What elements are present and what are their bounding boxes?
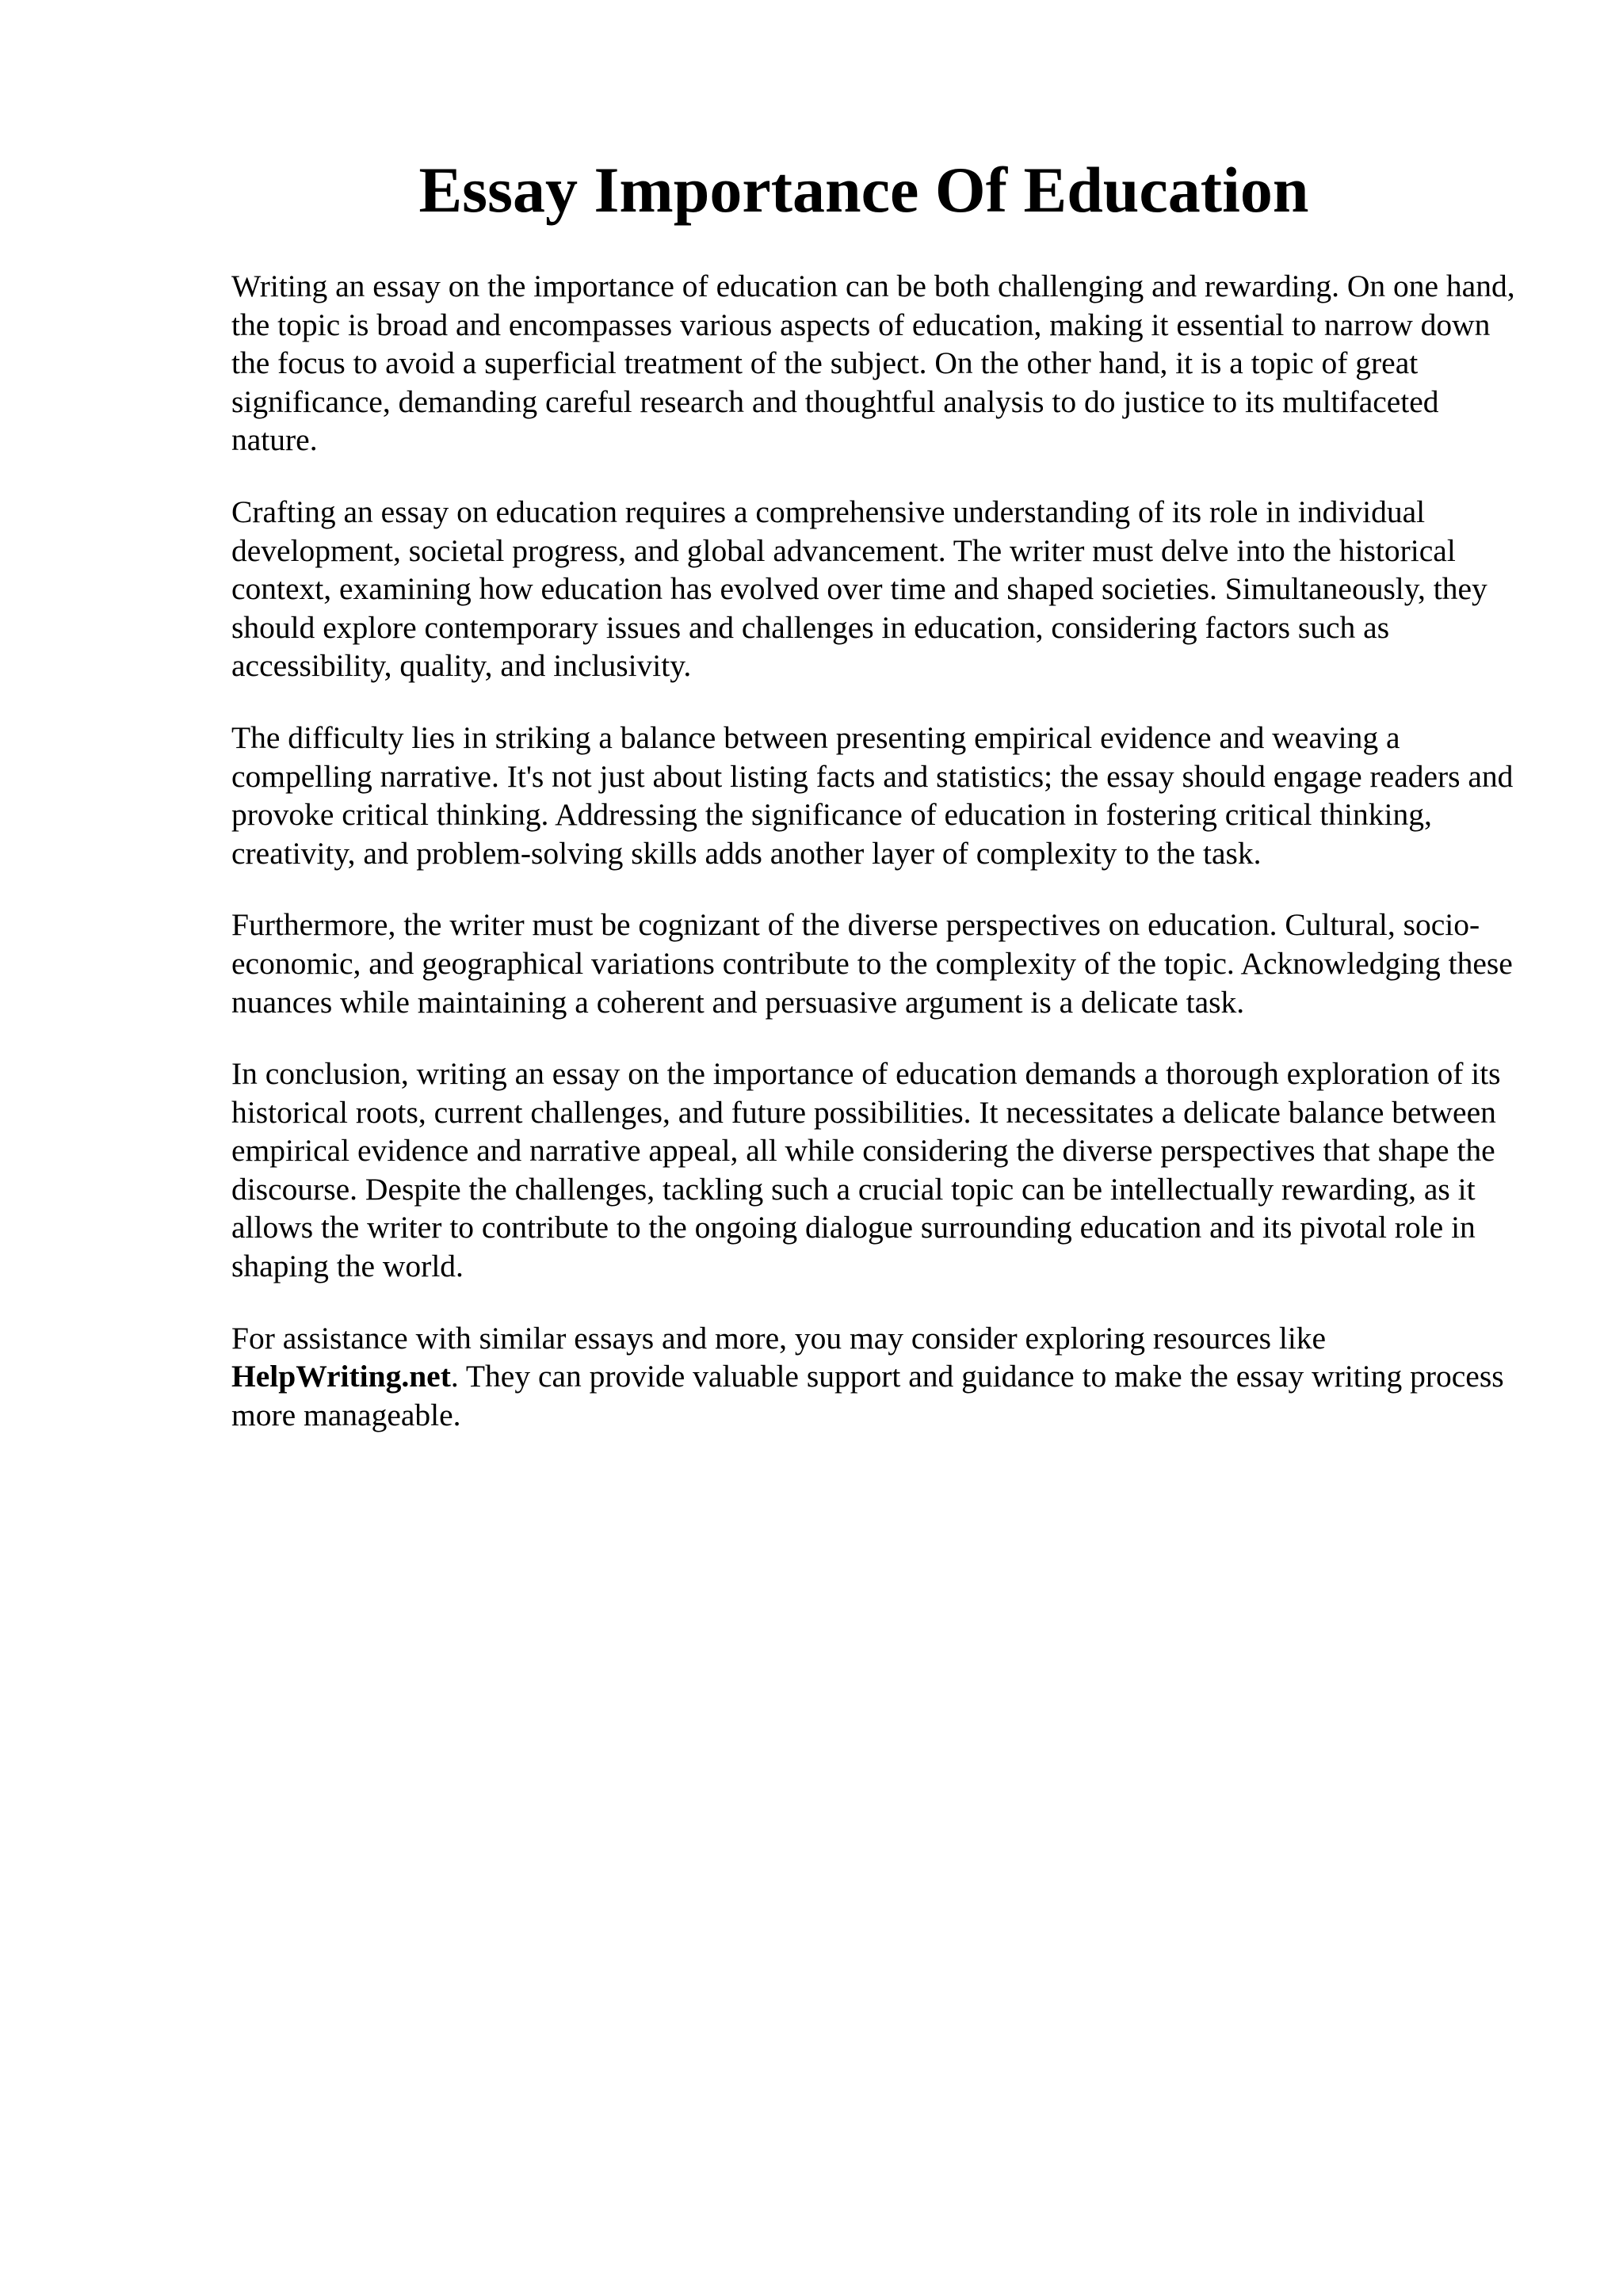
document-title: Essay Importance Of Education [418, 154, 1309, 226]
closing-paragraph [231, 1319, 1523, 1435]
paragraph-3: The difficulty lies in striking a balance between presenting empirical evidence and weaving a compelling narrative. It's not just about listing facts and statistics; the essay should engage readers and provoke critical thinking. Addressing the significance of education in fostering critical thinking, creativity, and problem-solving skills adds another layer of complexity to the task. [231, 719, 1514, 871]
paragraph-2: Crafting an essay on education requires a comprehensive understanding of its role in individual development, societal progress, and global advancement. The writer must delve into the historical context, examining how education has evolved over time and shaped societies. Simultaneously, they should explore contemporary issues and challenges in education, considering factors such as accessibility, quality, and inclusivity. [231, 494, 1487, 684]
document-body [231, 267, 1523, 1467]
helpwriting-link[interactable]: HelpWriting.net [231, 1359, 451, 1394]
paragraph-4: Furthermore, the writer must be cognizant of the diverse perspectives on education. Cultural, socio-economic, and geographical variations contribute to the complexity of the topic. Acknowledging these nuances while maintaining a coherent and persuasive argument is a delicate task. [231, 907, 1513, 1020]
paragraph-5: In conclusion, writing an essay on the importance of education demands a thorough exploration of its historical roots, current challenges, and future possibilities. It necessitates a delicate balance between empirical evidence and narrative appeal, all while considering the diverse perspectives that shape the discourse. Despite the challenges, tackling such a crucial topic can be intellectually rewarding, as it allows the writer to contribute to the ongoing dialogue surrounding education and its pivotal role in shaping the world. [231, 1056, 1501, 1284]
closing-text-before: For assistance with similar essays and more, you may consider exploring resources like [231, 1320, 1327, 1356]
closing-text-after: . They can provide valuable support and guidance to make the essay writing process more manageable. [231, 1359, 1504, 1432]
paragraph-1: Writing an essay on the importance of education can be both challenging and rewarding. On one hand, the topic is broad and encompasses various aspects of education, making it essential to narrow down the focus to avoid a superficial treatment of the subject. On the other hand, it is a topic of great significance, demanding careful research and thoughtful analysis to do justice to its multifaceted nature. [231, 269, 1515, 458]
